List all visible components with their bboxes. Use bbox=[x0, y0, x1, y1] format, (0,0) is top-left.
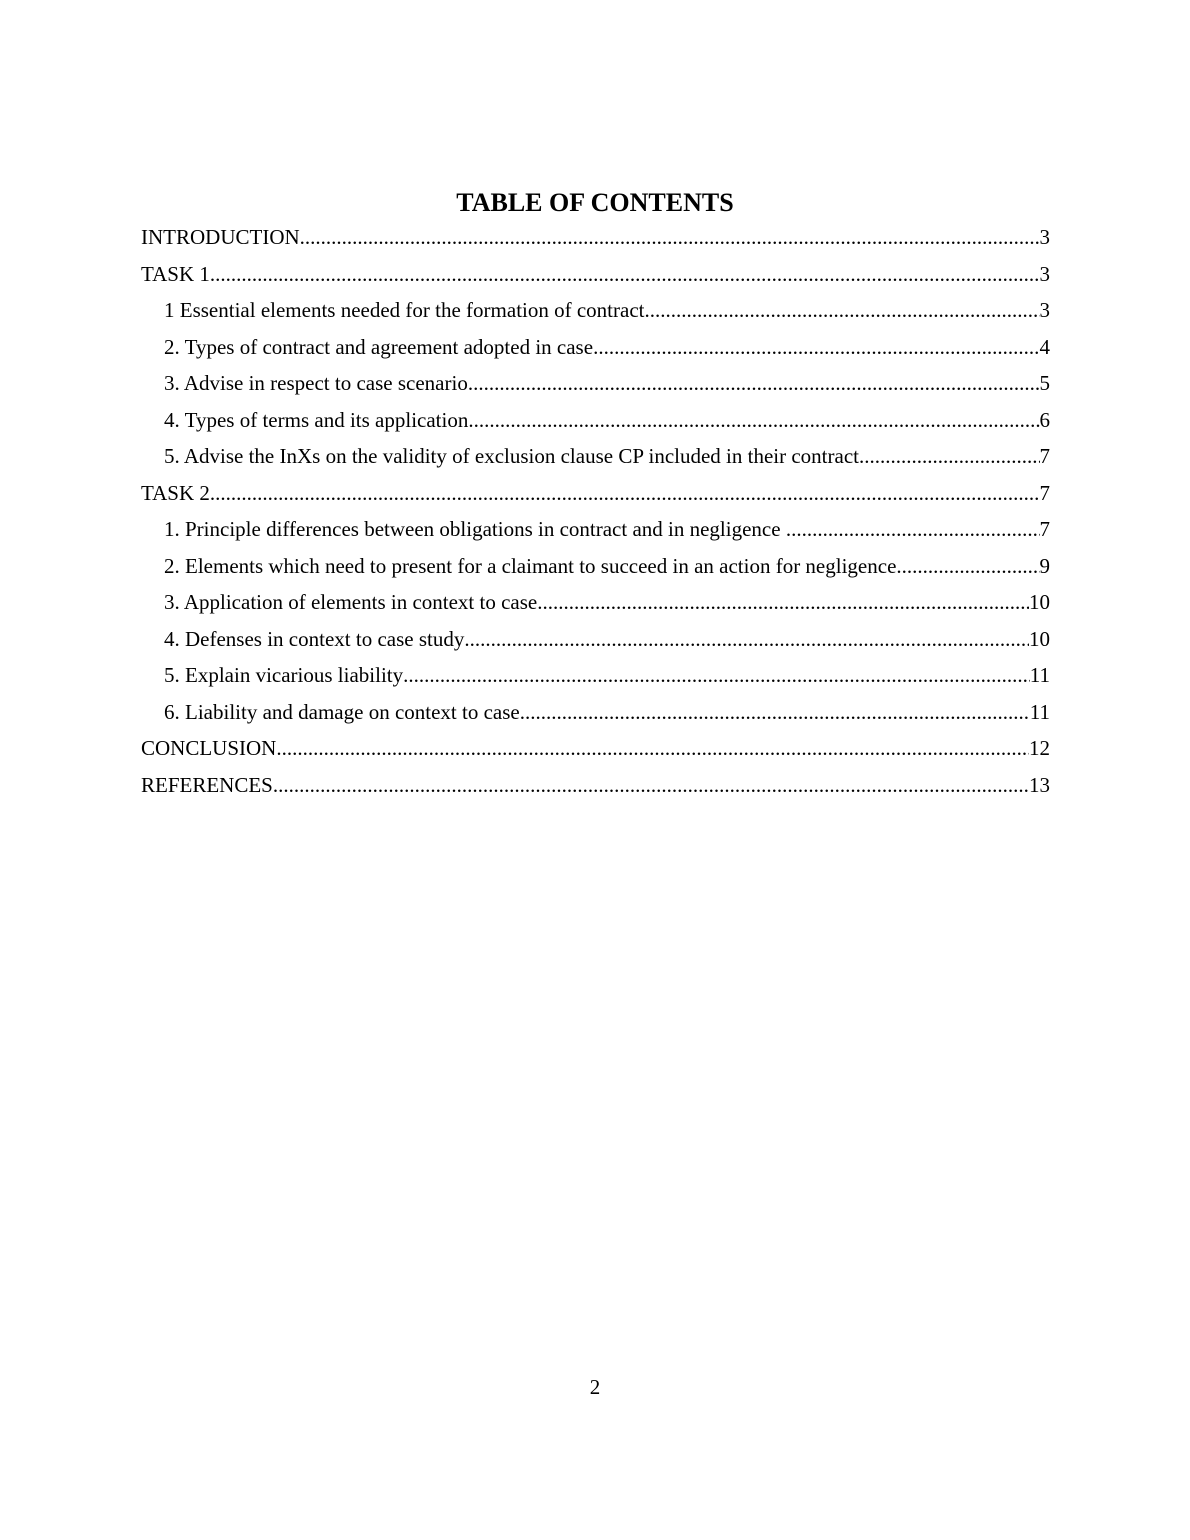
toc-entry-page: 10 bbox=[1029, 590, 1050, 614]
toc-entry-label: CONCLUSION bbox=[141, 736, 277, 760]
toc-dot-leader bbox=[210, 256, 1040, 293]
toc-entry-task-2-item-1[interactable] bbox=[141, 511, 1050, 548]
toc-dot-leader bbox=[300, 219, 1040, 256]
toc-entry-task-2-item-6[interactable] bbox=[141, 694, 1050, 731]
toc-entry-task-2-item-5[interactable] bbox=[141, 657, 1050, 694]
toc-entry-page: 7 bbox=[1039, 444, 1050, 468]
toc-entry-task-1-item-4[interactable] bbox=[141, 402, 1050, 439]
toc-entry-page: 3 bbox=[1039, 261, 1050, 286]
toc-entry-page: 7 bbox=[1039, 517, 1050, 541]
toc-entry-task-1[interactable] bbox=[141, 256, 1050, 293]
toc-entry-page: 9 bbox=[1039, 553, 1050, 578]
toc-entry-label: 3. Application of elements in context to case bbox=[164, 590, 538, 614]
toc-entry-page: 5 bbox=[1039, 371, 1050, 395]
toc-dot-leader bbox=[786, 511, 1040, 548]
toc-dot-leader bbox=[210, 475, 1040, 512]
toc-entry-label: TASK 1 bbox=[141, 261, 210, 286]
toc-entry-label: 4. Types of terms and its application bbox=[164, 407, 469, 432]
toc-dot-leader bbox=[276, 730, 1029, 767]
toc-dot-leader bbox=[520, 694, 1030, 731]
toc-entry-conclusion[interactable] bbox=[141, 730, 1050, 767]
toc-entry-label: 2. Elements which need to present for a claimant to succeed in an action for negligence bbox=[164, 553, 897, 578]
page-number: 2 bbox=[589, 1375, 601, 1399]
toc-entry-label: 1 Essential elements needed for the formation of contract bbox=[164, 298, 645, 322]
toc-title: TABLE OF CONTENTS bbox=[456, 188, 734, 217]
toc-entry-label: 4. Defenses in context to case study bbox=[164, 626, 465, 651]
toc-dot-leader bbox=[896, 548, 1039, 585]
toc-entry-page: 13 bbox=[1029, 772, 1050, 797]
toc-entry-task-2-item-3[interactable] bbox=[141, 584, 1050, 621]
toc-entry-page: 12 bbox=[1029, 736, 1050, 760]
toc-dot-leader bbox=[468, 365, 1040, 402]
toc-entry-task-1-item-2[interactable] bbox=[141, 329, 1050, 366]
toc-entry-label: REFERENCES bbox=[141, 772, 273, 797]
toc-entry-page: 3 bbox=[1039, 298, 1050, 322]
toc-dot-leader bbox=[464, 621, 1029, 658]
toc-entry-label: TASK 2 bbox=[141, 480, 210, 505]
toc-entry-page: 6 bbox=[1039, 407, 1050, 432]
toc-entry-label: 6. Liability and damage on context to case bbox=[164, 699, 520, 724]
toc-dot-leader bbox=[645, 292, 1040, 329]
toc-dot-leader bbox=[593, 329, 1039, 366]
toc-entry-task-1-item-5[interactable] bbox=[141, 438, 1050, 475]
toc-entry-label: INTRODUCTION bbox=[141, 225, 300, 249]
toc-entry-task-2-item-2[interactable] bbox=[141, 548, 1050, 585]
toc-entry-task-1-item-3[interactable] bbox=[141, 365, 1050, 402]
toc-dot-leader bbox=[273, 767, 1029, 804]
toc-entry-label: 5. Advise the InXs on the validity of exclusion clause CP included in their contract bbox=[164, 444, 859, 468]
toc-entry-references[interactable] bbox=[141, 767, 1050, 804]
toc-entry-page: 11 bbox=[1029, 663, 1050, 687]
toc-entry-task-1-item-1[interactable] bbox=[141, 292, 1050, 329]
toc-entry-label: 2. Types of contract and agreement adopted in case bbox=[164, 334, 594, 359]
toc-entry-task-2-item-4[interactable] bbox=[141, 621, 1050, 658]
toc-dot-leader bbox=[859, 438, 1040, 475]
table-of-contents bbox=[141, 219, 1050, 803]
toc-entry-page: 4 bbox=[1039, 334, 1050, 359]
toc-dot-leader bbox=[403, 657, 1030, 694]
toc-entry-page: 10 bbox=[1029, 626, 1050, 651]
toc-entry-page: 11 bbox=[1029, 699, 1050, 724]
toc-entry-introduction[interactable] bbox=[141, 219, 1050, 256]
toc-entry-label: 3. Advise in respect to case scenario bbox=[164, 371, 468, 395]
toc-entry-page: 7 bbox=[1039, 480, 1050, 505]
toc-dot-leader bbox=[468, 402, 1039, 439]
toc-entry-label: 1. Principle differences between obligations in contract and in negligence bbox=[164, 517, 786, 541]
toc-entry-label: 5. Explain vicarious liability bbox=[164, 663, 404, 687]
toc-entry-task-2[interactable] bbox=[141, 475, 1050, 512]
toc-dot-leader bbox=[537, 584, 1029, 621]
toc-entry-page: 3 bbox=[1039, 225, 1050, 249]
